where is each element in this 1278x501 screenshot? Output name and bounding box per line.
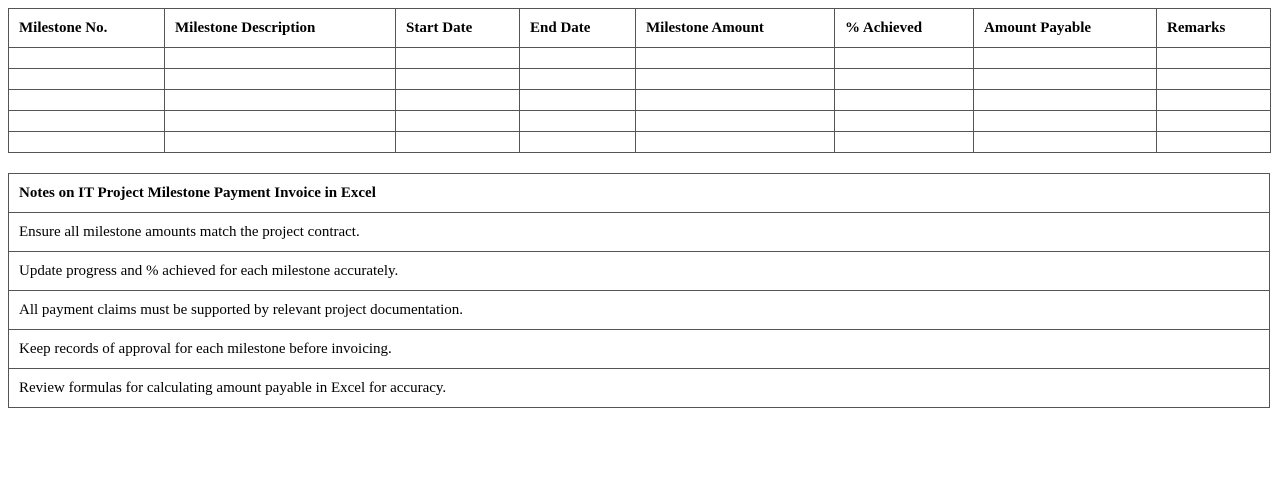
table-row — [9, 132, 1271, 153]
note-row — [9, 330, 1270, 369]
table-row — [9, 90, 1271, 111]
table-cell[interactable] — [165, 69, 396, 90]
table-cell[interactable] — [9, 48, 165, 69]
header-milestone-no: Milestone No. — [9, 9, 165, 48]
header-start-date: Start Date — [396, 9, 520, 48]
table-row — [9, 69, 1271, 90]
table-cell[interactable] — [1157, 48, 1271, 69]
table-cell[interactable] — [520, 48, 636, 69]
notes-title: Notes on IT Project Milestone Payment Invoice in Excel — [9, 174, 1270, 213]
table-cell[interactable] — [1157, 69, 1271, 90]
table-cell[interactable] — [835, 111, 974, 132]
header-end-date: End Date — [520, 9, 636, 48]
table-cell[interactable] — [165, 90, 396, 111]
table-cell[interactable] — [520, 69, 636, 90]
table-cell[interactable] — [974, 69, 1157, 90]
header-milestone-amount: Milestone Amount — [636, 9, 835, 48]
table-row — [9, 48, 1271, 69]
table-cell[interactable] — [9, 111, 165, 132]
note-item: All payment claims must be supported by relevant project documentation. — [9, 291, 1270, 330]
table-cell[interactable] — [165, 48, 396, 69]
table-cell[interactable] — [396, 69, 520, 90]
header-amount-payable: Amount Payable — [974, 9, 1157, 48]
table-cell[interactable] — [396, 90, 520, 111]
table-cell[interactable] — [9, 90, 165, 111]
table-cell[interactable] — [9, 69, 165, 90]
table-cell[interactable] — [835, 90, 974, 111]
table-cell[interactable] — [520, 90, 636, 111]
table-cell[interactable] — [835, 48, 974, 69]
note-row — [9, 291, 1270, 330]
table-cell[interactable] — [1157, 90, 1271, 111]
table-cell[interactable] — [974, 111, 1157, 132]
table-cell[interactable] — [1157, 132, 1271, 153]
milestone-body — [9, 48, 1271, 153]
note-row — [9, 213, 1270, 252]
table-cell[interactable] — [636, 111, 835, 132]
header-row — [9, 9, 1271, 48]
table-cell[interactable] — [636, 48, 835, 69]
milestone-table — [8, 8, 1271, 153]
header-milestone-description: Milestone Description — [165, 9, 396, 48]
table-cell[interactable] — [636, 90, 835, 111]
table-cell[interactable] — [396, 48, 520, 69]
table-cell[interactable] — [974, 90, 1157, 111]
note-row — [9, 369, 1270, 408]
table-cell[interactable] — [835, 69, 974, 90]
table-cell[interactable] — [520, 132, 636, 153]
table-cell[interactable] — [396, 111, 520, 132]
table-cell[interactable] — [396, 132, 520, 153]
table-cell[interactable] — [974, 132, 1157, 153]
table-cell[interactable] — [1157, 111, 1271, 132]
notes-table — [8, 173, 1270, 408]
table-row — [9, 111, 1271, 132]
header-percent-achieved: % Achieved — [835, 9, 974, 48]
notes-title-row — [9, 174, 1270, 213]
table-cell[interactable] — [835, 132, 974, 153]
table-cell[interactable] — [165, 132, 396, 153]
table-cell[interactable] — [636, 132, 835, 153]
table-cell[interactable] — [636, 69, 835, 90]
header-remarks: Remarks — [1157, 9, 1271, 48]
note-item: Review formulas for calculating amount payable in Excel for accuracy. — [9, 369, 1270, 408]
table-cell[interactable] — [974, 48, 1157, 69]
table-cell[interactable] — [520, 111, 636, 132]
table-cell[interactable] — [9, 132, 165, 153]
note-item: Ensure all milestone amounts match the project contract. — [9, 213, 1270, 252]
note-item: Update progress and % achieved for each milestone accurately. — [9, 252, 1270, 291]
note-row — [9, 252, 1270, 291]
table-cell[interactable] — [165, 111, 396, 132]
note-item: Keep records of approval for each milestone before invoicing. — [9, 330, 1270, 369]
